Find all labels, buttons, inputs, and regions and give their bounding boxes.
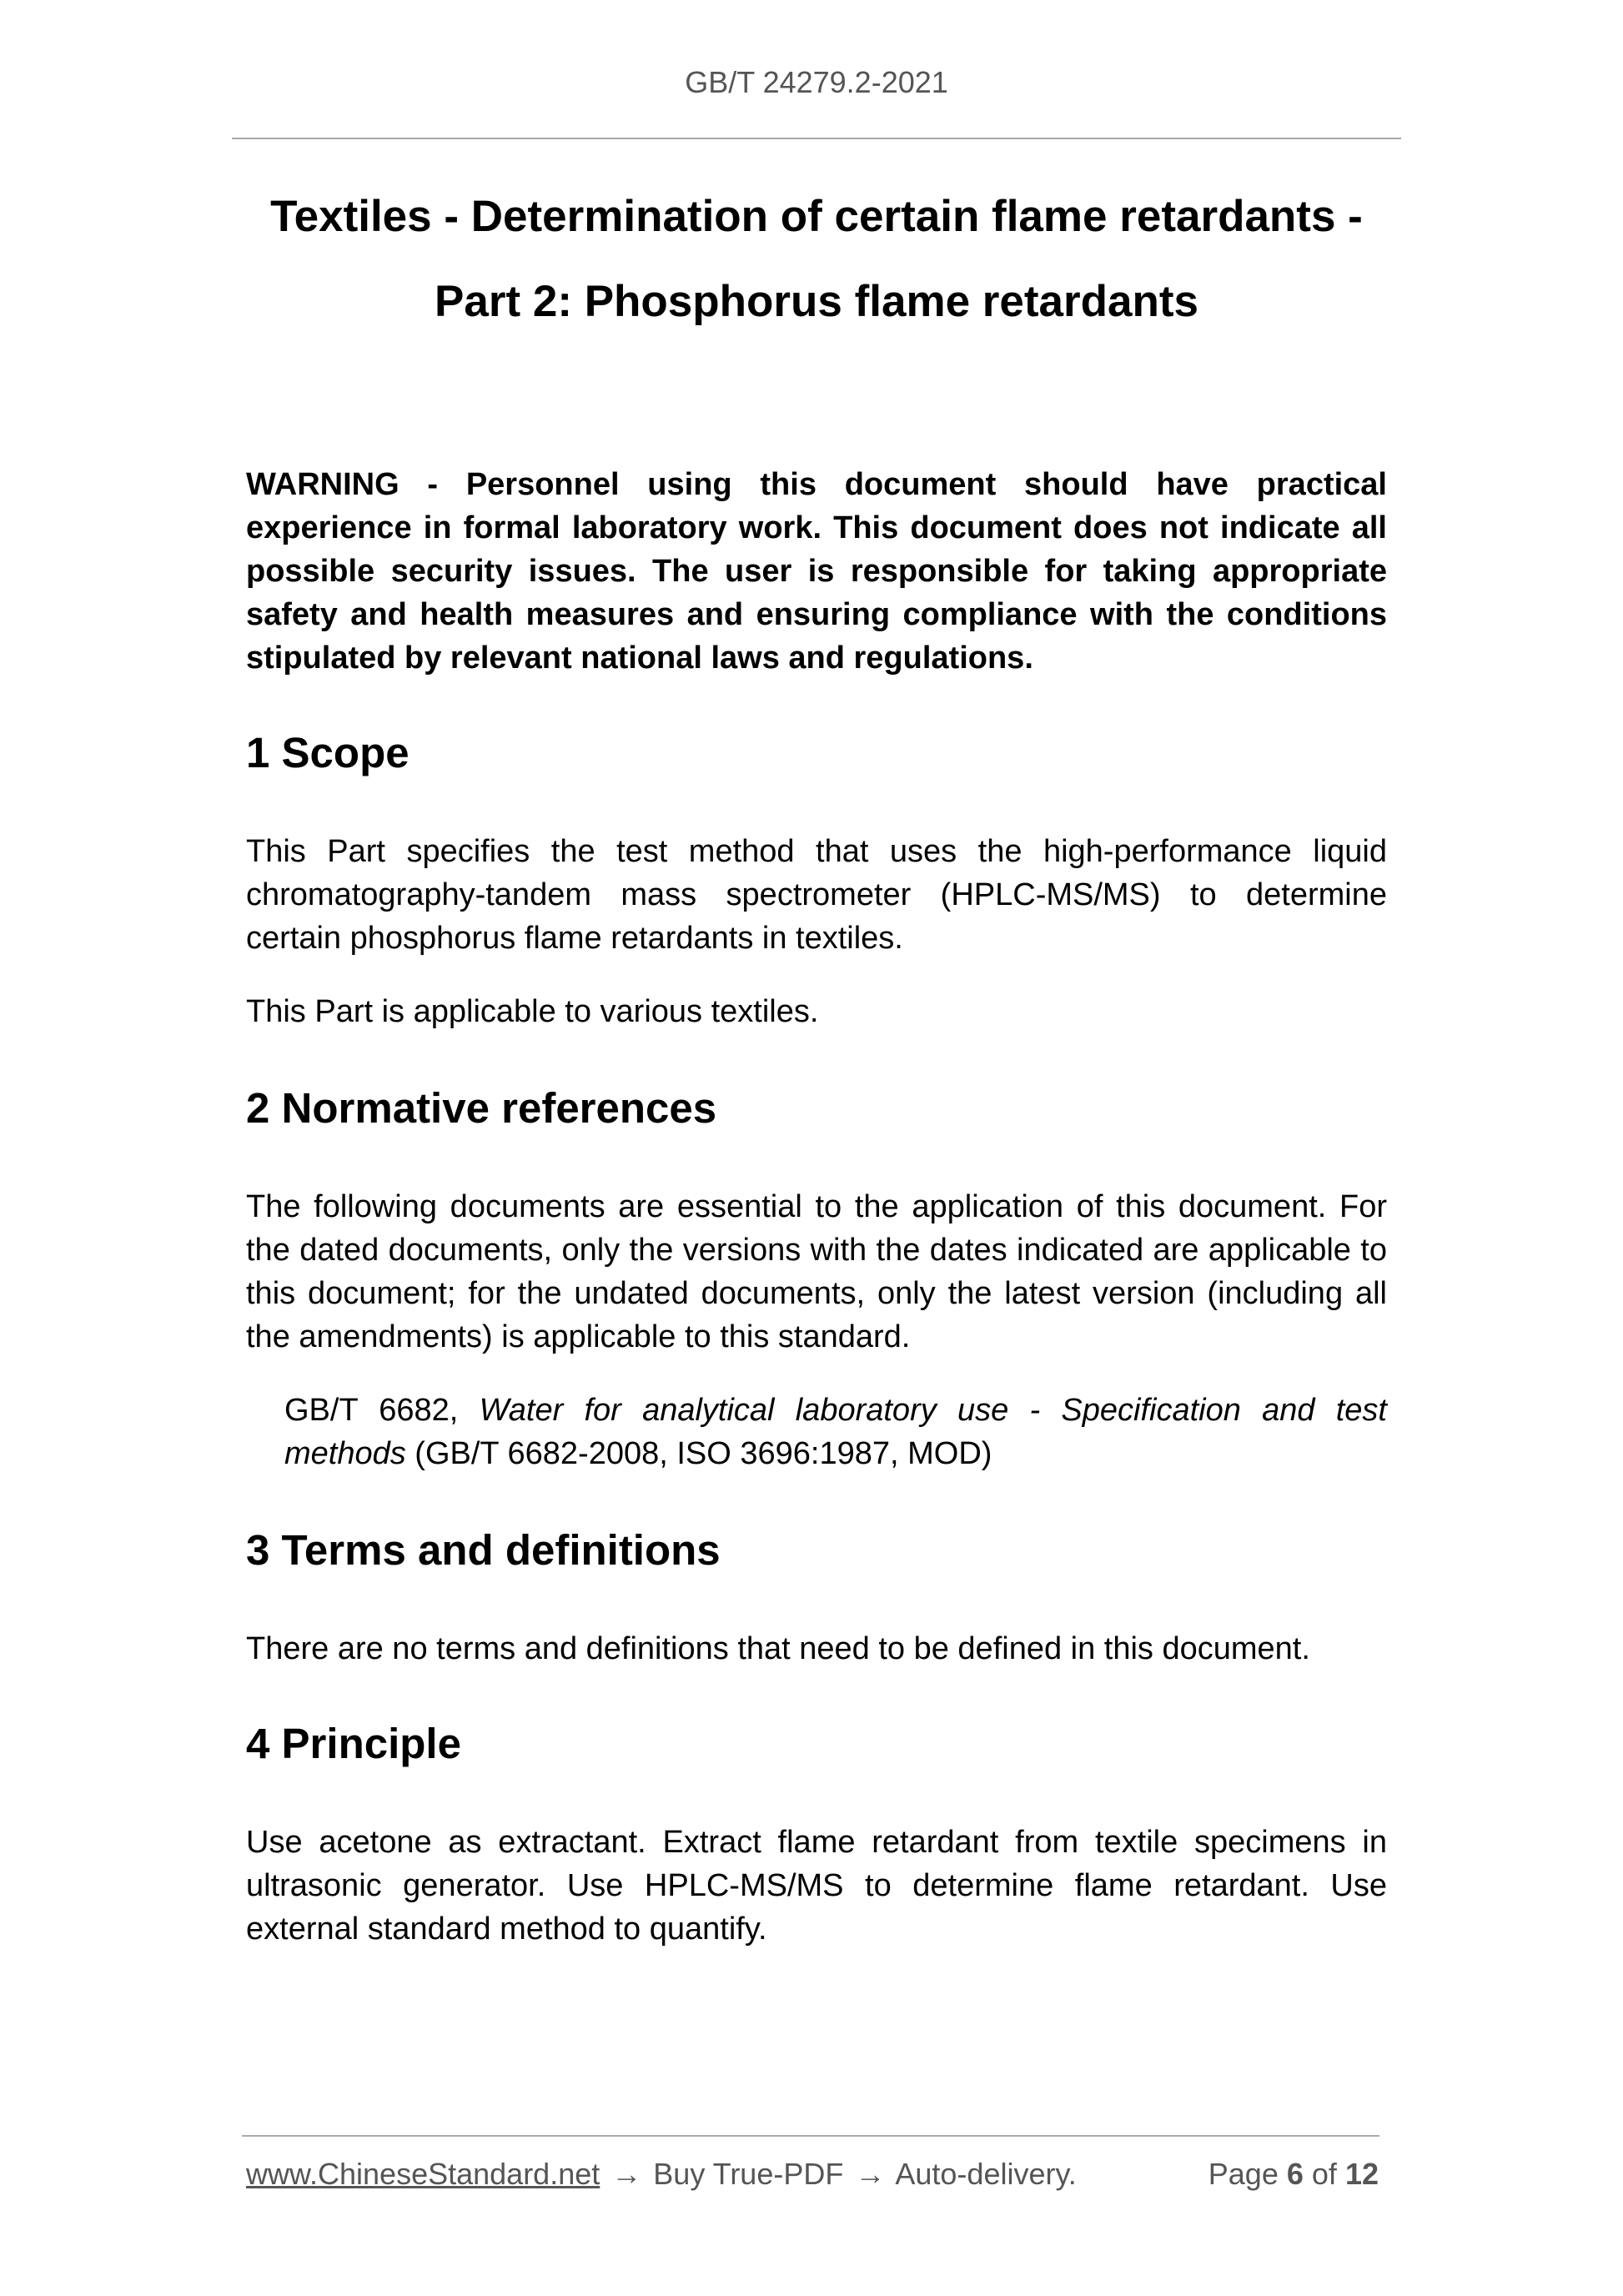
reference-title: Water for analytical laboratory use - Specification and test methods xyxy=(284,1393,1387,1471)
principle-paragraph: Use acetone as extractant. Extract flame retardant from textile specimens in ultrasonic generator. Use HPLC-MS/MS to determine flame retardant. Use external standard method to quantify. xyxy=(246,1825,1387,1947)
title-line-1: Textiles - Determination of certain flame retardants - xyxy=(270,192,1363,241)
section-2-body xyxy=(246,1185,1387,1475)
current-page-number: 6 xyxy=(1286,2157,1304,2191)
normative-reference-item xyxy=(246,1389,1387,1475)
page-footer xyxy=(246,2157,1379,2192)
section-4-body xyxy=(246,1821,1387,1951)
total-pages-number: 12 xyxy=(1344,2157,1379,2191)
header-divider xyxy=(232,138,1401,139)
section-3-heading: 3 Terms and definitions xyxy=(246,1526,721,1574)
reference-code: GB/T 6682, xyxy=(284,1393,480,1428)
section-1-heading: 1 Scope xyxy=(246,729,410,776)
section-3-body xyxy=(246,1627,1387,1671)
arrow-right-icon: → xyxy=(611,2157,642,2191)
buy-text: Buy True-PDF xyxy=(653,2157,844,2191)
footer-promo xyxy=(246,2157,1077,2192)
title-line-2: Part 2: Phosphorus flame retardants xyxy=(435,277,1198,326)
scope-paragraph-1: This Part specifies the test method that uses the high-performance liquid chromatography-tandem mass spectrometer (HPLC-MS/MS) to determine certain phosphorus flame retardants in textiles. xyxy=(246,834,1387,956)
footer-divider xyxy=(242,2135,1379,2137)
section-4-heading: 4 Principle xyxy=(246,1720,461,1767)
delivery-text: Auto-delivery. xyxy=(895,2157,1077,2191)
page-indicator xyxy=(1208,2157,1379,2192)
section-1-body xyxy=(246,830,1387,1033)
scope-paragraph-2: This Part is applicable to various textiles. xyxy=(246,994,819,1029)
chinesestandard-link[interactable]: www.ChineseStandard.net xyxy=(246,2157,600,2191)
document-id-header: GB/T 24279.2-2021 xyxy=(685,65,948,99)
reference-note: (GB/T 6682-2008, ISO 3696:1987, MOD) xyxy=(405,1436,992,1471)
terms-paragraph: There are no terms and definitions that need to be defined in this document. xyxy=(246,1631,1310,1666)
warning-paragraph: WARNING - Personnel using this document should have practical experience in formal laboratory work. This document does not indicate all possible security issues. The user is responsible for taking appropriate safety and health measures and ensuring compliance with the conditions stipulated by relevant national laws and regulations. xyxy=(246,467,1387,676)
normative-paragraph: The following documents are essential to the application of this document. For the dated documents, only the versions with the dates indicated are applicable to this document; for the undated documents, only the latest version (including all the amendments) is applicable to this standard. xyxy=(246,1189,1387,1354)
section-2-heading: 2 Normative references xyxy=(246,1084,717,1132)
of-label: of xyxy=(1311,2157,1337,2191)
page-label: Page xyxy=(1208,2157,1279,2191)
arrow-right-icon: → xyxy=(855,2157,886,2191)
